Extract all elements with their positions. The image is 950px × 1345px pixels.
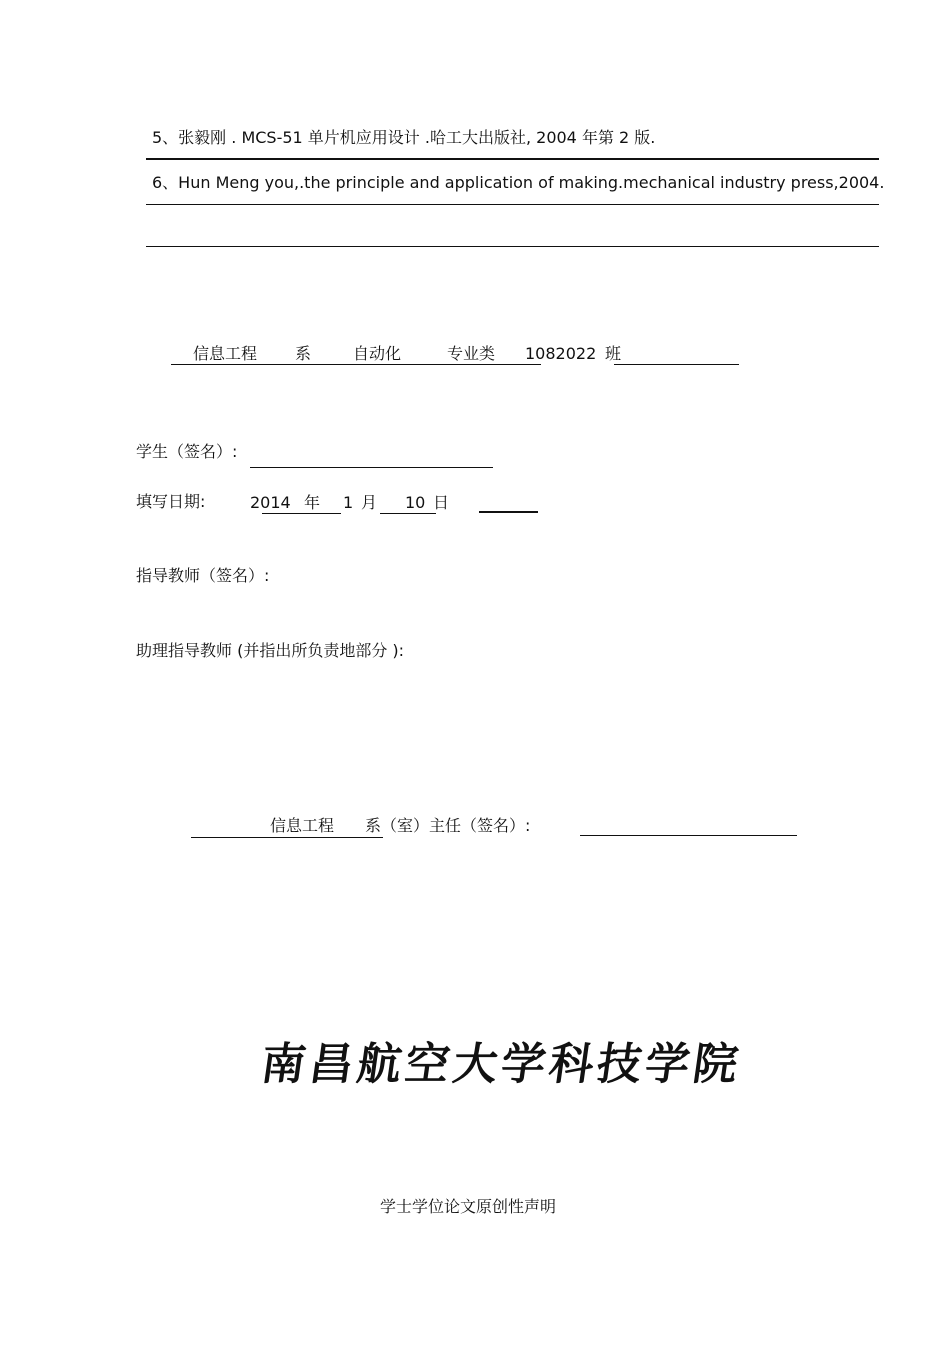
date-year: 2014 bbox=[250, 493, 291, 512]
department-value: 信息工程 bbox=[193, 344, 258, 363]
advisor-signature-label: 指导教师（签名）: bbox=[136, 566, 270, 585]
reference-5: 5、张毅刚 . MCS-51 单片机应用设计 .哈工大出版社, 2004 年第 2 版. bbox=[152, 128, 656, 147]
assistant-advisor-label: 助理指导教师 (并指出所负责地部分 ): bbox=[136, 641, 405, 660]
major-suffix: 专业类 bbox=[447, 344, 496, 363]
class-number: 1082022 bbox=[525, 344, 597, 363]
director-label: 系（室）主任（签名）: bbox=[365, 816, 531, 835]
date-month: 1 bbox=[343, 493, 354, 512]
class-line-underline-tail bbox=[614, 364, 739, 365]
director-department: 信息工程 bbox=[270, 816, 335, 835]
date-tail-underline bbox=[479, 511, 538, 513]
class-line-underline bbox=[171, 364, 541, 365]
declaration-title: 学士学位论文原创性声明 bbox=[380, 1197, 557, 1216]
date-day-underline bbox=[380, 513, 436, 514]
date-day: 10 bbox=[405, 493, 426, 512]
date-day-unit: 日 bbox=[433, 493, 450, 512]
divider bbox=[146, 204, 879, 205]
class-suffix: 班 bbox=[605, 344, 622, 363]
student-signature-line[interactable] bbox=[250, 467, 493, 468]
date-year-underline bbox=[262, 513, 341, 514]
reference-6: 6、Hun Meng you,.the principle and application of making.mechanical industry press,2004. bbox=[152, 173, 885, 192]
divider bbox=[146, 158, 879, 160]
date-label: 填写日期: bbox=[136, 492, 206, 511]
date-year-unit: 年 bbox=[304, 493, 321, 512]
divider bbox=[146, 246, 879, 247]
date-month-unit: 月 bbox=[361, 493, 378, 512]
student-signature-label: 学生（签名）: bbox=[136, 442, 238, 461]
major-value: 自动化 bbox=[353, 344, 402, 363]
director-signature-line[interactable] bbox=[580, 835, 797, 836]
department-suffix: 系 bbox=[295, 344, 312, 363]
university-logo: 南昌航空大学科技学院 bbox=[257, 1039, 745, 1090]
director-dept-underline bbox=[191, 837, 383, 838]
